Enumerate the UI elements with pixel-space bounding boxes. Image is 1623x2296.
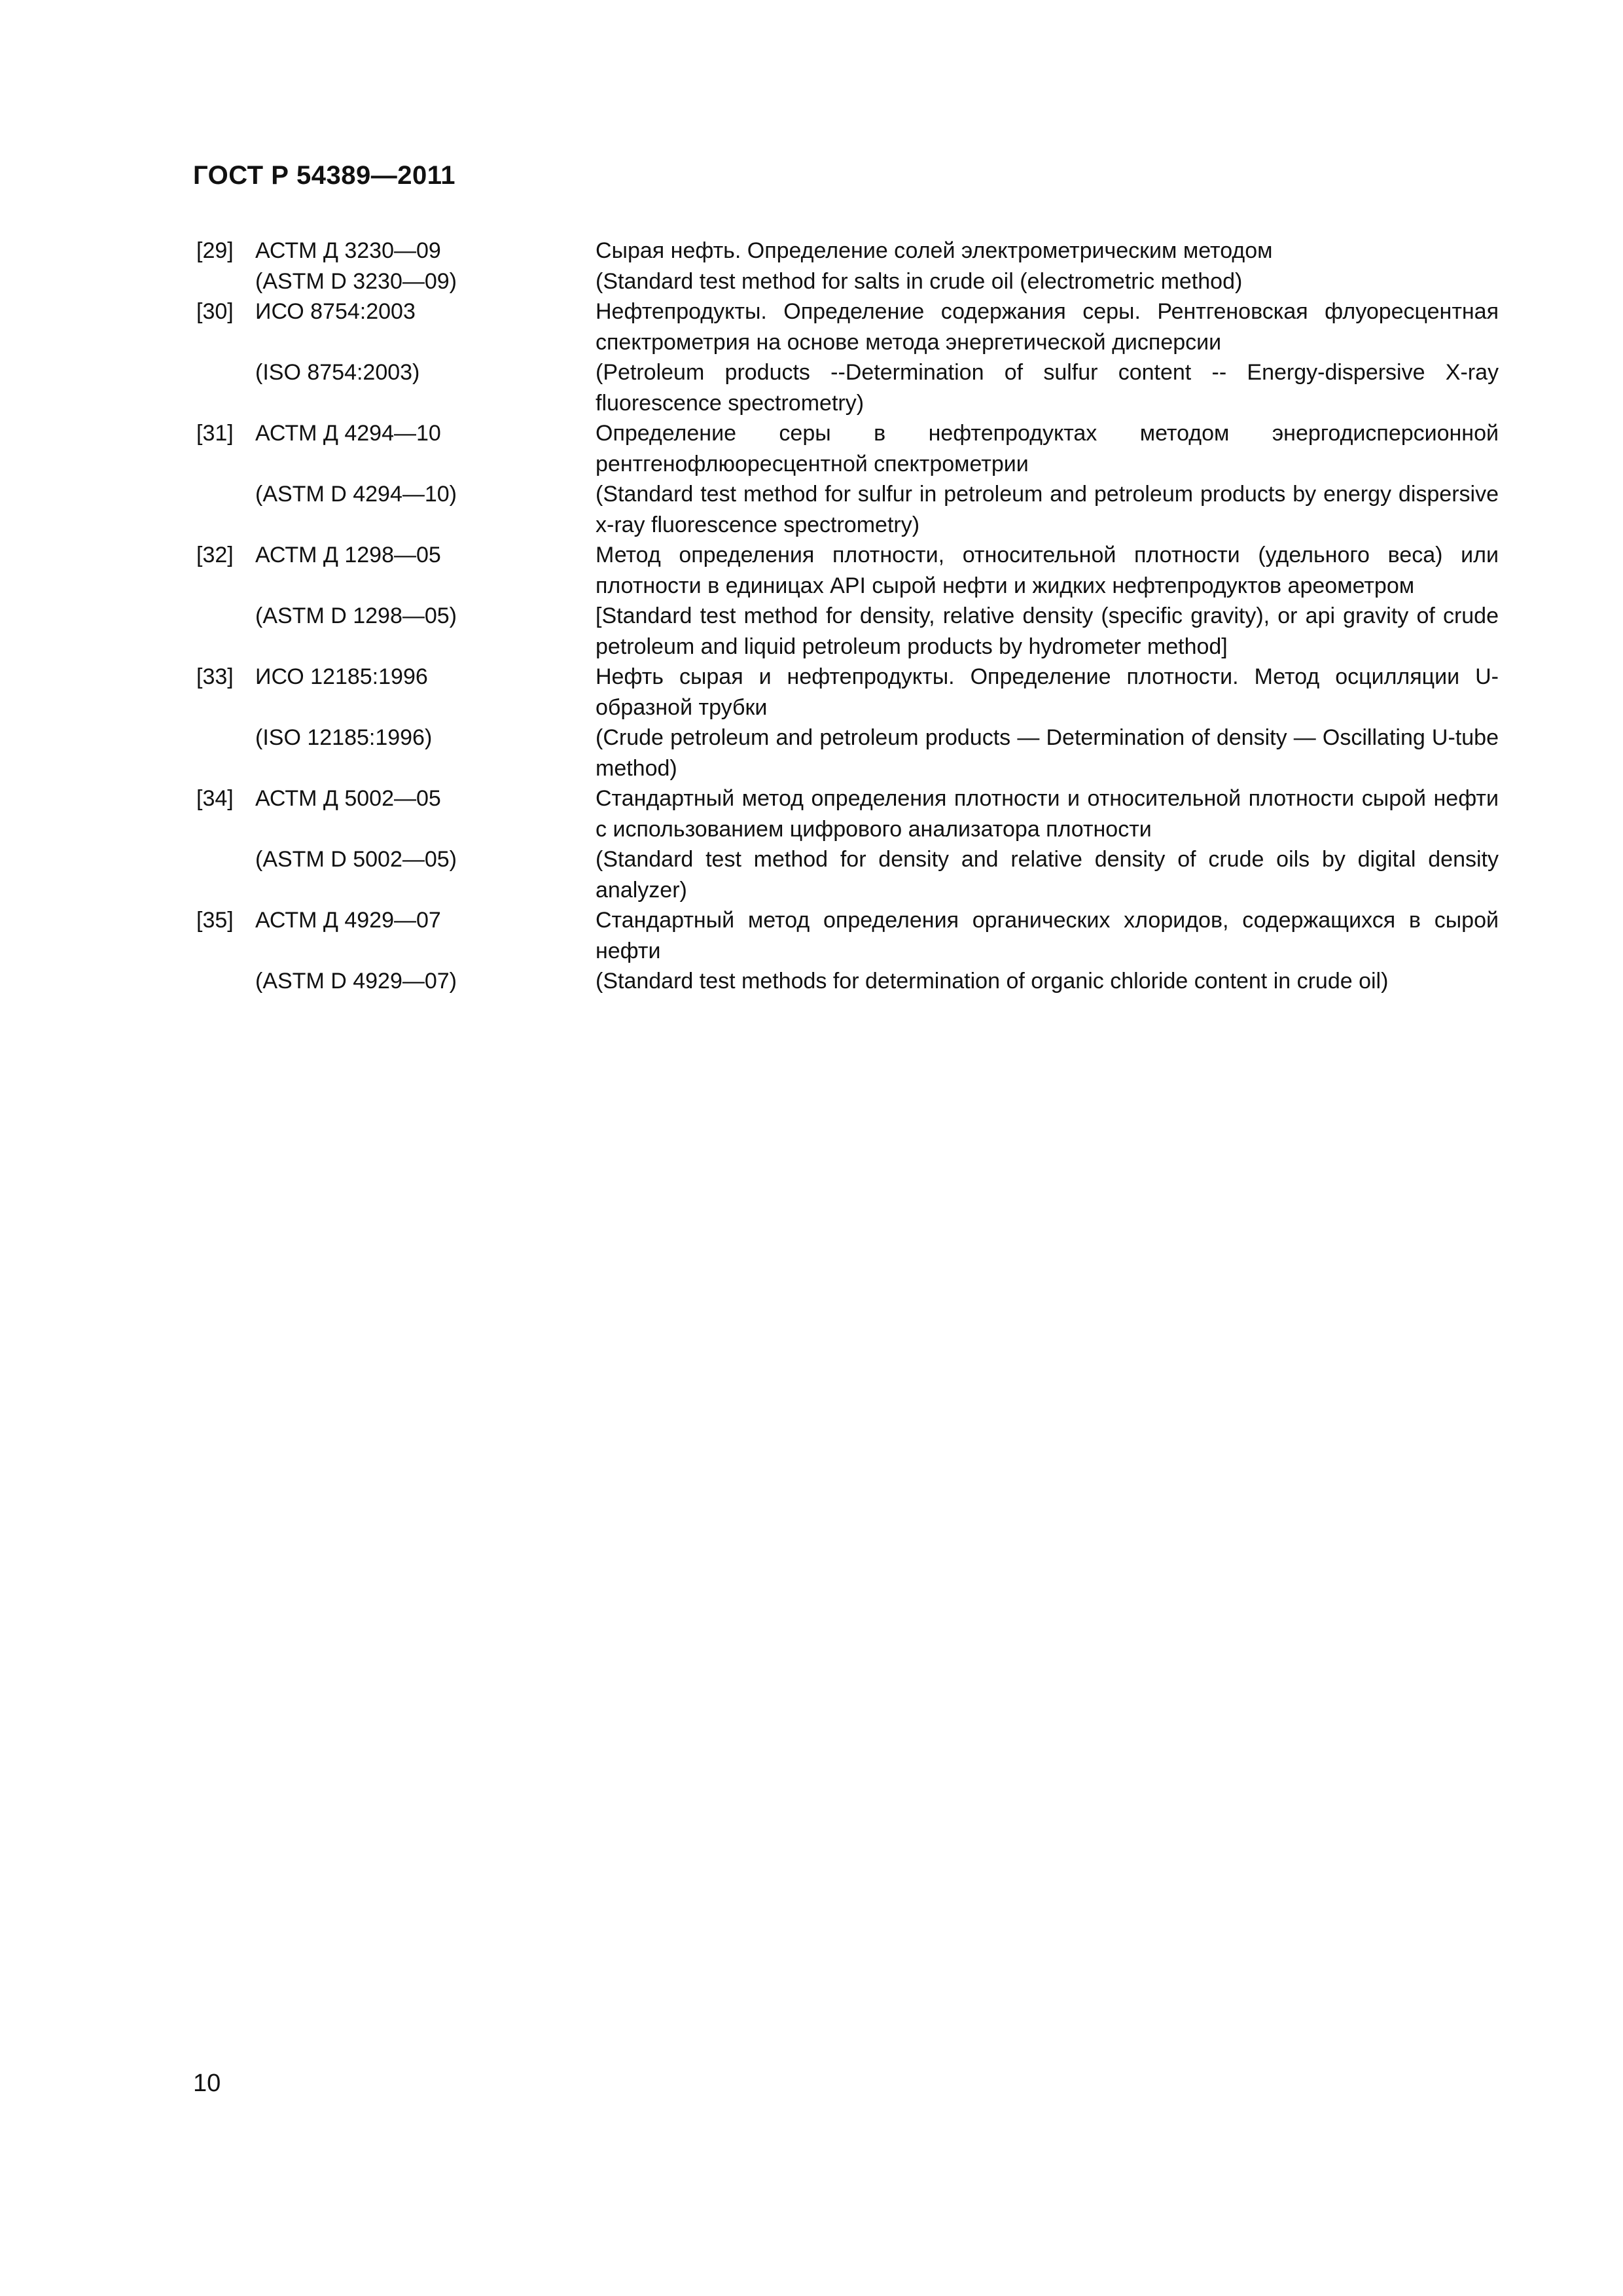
entry-title: Нефтепродукты. Определение содержания серы. Рентгеновская флуоресцентная спектрометрия на основе метода энергетической дисперсии (596, 299, 1499, 355)
entry-standard-code: (ASTM D 1298—05) (255, 603, 457, 628)
entry-standard-code: АСТМ Д 4294—10 (255, 421, 441, 446)
bibliography-entry (196, 236, 1499, 266)
entry-standard-code: АСТМ Д 1298—05 (255, 543, 441, 567)
entry-title: Определение серы в нефтепродуктах методом энергодисперсионной рентгенофлюоресцентной спектрометрии (596, 421, 1499, 476)
page-number: 10 (193, 2070, 221, 2097)
bibliography-list (196, 236, 1499, 997)
entry-standard-code: (ASTM D 4929—07) (255, 969, 457, 994)
bibliography-entry (196, 662, 1499, 723)
entry-number: [34] (196, 786, 234, 811)
bibliography-entry (196, 966, 1499, 997)
bibliography-entry (196, 266, 1499, 297)
entry-title: (Standard test method for salts in crude oil (electrometric method) (596, 268, 1243, 294)
entry-number: [31] (196, 421, 234, 446)
entry-standard-code: АСТМ Д 3230—09 (255, 238, 441, 263)
entry-title: Сырая нефть. Определение солей электрометрическим методом (596, 238, 1273, 263)
entry-number: [32] (196, 543, 234, 567)
entry-title: (Crude petroleum and petroleum products — Determination of density — Oscillating U-tube method) (596, 725, 1499, 781)
bibliography-entry (196, 783, 1499, 844)
entry-standard-code: (ASTM D 3230—09) (255, 268, 457, 294)
bibliography-entry (196, 418, 1499, 479)
bibliography-entry (196, 540, 1499, 601)
entry-standard-code: (ISO 8754:2003) (255, 360, 420, 385)
bibliography-entry (196, 844, 1499, 905)
entry-standard-code: ИСО 8754:2003 (255, 299, 416, 324)
entry-standard-code: АСТМ Д 5002—05 (255, 786, 441, 811)
entry-standard-code: (ASTM D 4294—10) (255, 482, 457, 507)
entry-title: (Standard test method for sulfur in petroleum and petroleum products by energy dispersive x-ray fluorescence spectrometry) (596, 482, 1499, 537)
entry-title: (Standard test method for density and relative density of crude oils by digital density analyzer) (596, 847, 1499, 903)
entry-title: Стандартный метод определения органических хлоридов, содержащихся в сырой нефти (596, 908, 1499, 963)
entry-number: [29] (196, 238, 234, 263)
entry-title: [Standard test method for density, relative density (specific gravity), or api gravity of crude petroleum and liquid petroleum products by hydrometer method] (596, 603, 1499, 659)
bibliography-entry (196, 723, 1499, 783)
entry-title: Нефть сырая и нефтепродукты. Определение плотности. Метод осцилляции U-образной трубки (596, 664, 1499, 720)
entry-title: (Standard test methods for determination of organic chloride content in crude oil) (596, 969, 1389, 994)
bibliography-entry (196, 905, 1499, 966)
entry-standard-code: АСТМ Д 4929—07 (255, 908, 441, 933)
entry-title: Стандартный метод определения плотности и относительной плотности сырой нефти с использованием цифрового анализатора плотности (596, 786, 1499, 842)
bibliography-entry (196, 357, 1499, 418)
entry-standard-code: ИСО 12185:1996 (255, 664, 428, 689)
page-header-title: ГОСТ Р 54389—2011 (193, 161, 455, 190)
entry-standard-code: (ASTM D 5002—05) (255, 847, 457, 872)
entry-standard-code: (ISO 12185:1996) (255, 725, 433, 750)
bibliography-entry (196, 479, 1499, 540)
bibliography-entry (196, 601, 1499, 662)
entry-number: [33] (196, 664, 234, 689)
entry-title: (Petroleum products --Determination of sulfur content -- Energy-dispersive X-ray fluorescence spectrometry) (596, 360, 1499, 416)
bibliography-entry (196, 296, 1499, 357)
entry-title: Метод определения плотности, относительной плотности (удельного веса) или плотности в единицах API сырой нефти и жидких нефтепродуктов ареометром (596, 543, 1499, 598)
entry-number: [30] (196, 299, 234, 324)
entry-number: [35] (196, 908, 234, 933)
